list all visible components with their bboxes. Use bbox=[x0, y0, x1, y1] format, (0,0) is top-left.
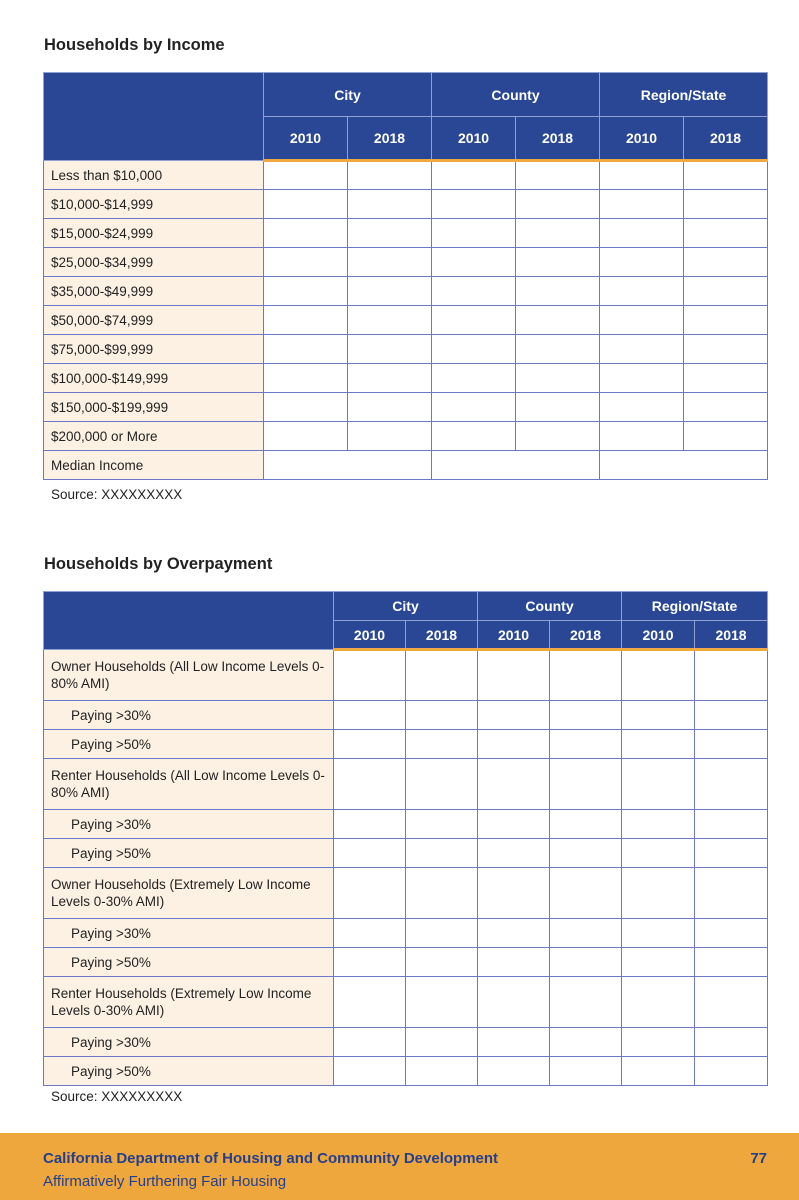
data-cell bbox=[516, 335, 600, 364]
table-row bbox=[44, 364, 768, 393]
data-cell bbox=[695, 701, 768, 730]
data-cell bbox=[600, 277, 684, 306]
data-cell bbox=[684, 335, 768, 364]
table-row bbox=[44, 919, 768, 948]
data-cell bbox=[264, 364, 348, 393]
data-cell bbox=[695, 868, 768, 919]
data-cell bbox=[684, 306, 768, 335]
data-cell bbox=[695, 1057, 768, 1086]
row-label: $200,000 or More bbox=[44, 422, 264, 451]
data-cell bbox=[695, 1028, 768, 1057]
data-cell bbox=[264, 248, 348, 277]
data-cell bbox=[264, 422, 348, 451]
data-cell bbox=[550, 977, 622, 1028]
row-label: Renter Households (Extremely Low Income Levels 0-30% AMI) bbox=[44, 977, 334, 1028]
data-cell bbox=[622, 839, 695, 868]
data-cell bbox=[478, 977, 550, 1028]
data-cell bbox=[334, 759, 406, 810]
table-row bbox=[44, 335, 768, 364]
income-year-header: 2010 bbox=[432, 117, 516, 161]
data-cell bbox=[478, 701, 550, 730]
data-cell bbox=[516, 422, 600, 451]
data-cell bbox=[334, 919, 406, 948]
row-label: $10,000-$14,999 bbox=[44, 190, 264, 219]
row-label: $100,000-$149,999 bbox=[44, 364, 264, 393]
table-row bbox=[44, 868, 768, 919]
data-cell bbox=[516, 393, 600, 422]
data-cell bbox=[695, 759, 768, 810]
data-cell bbox=[264, 190, 348, 219]
table-row bbox=[44, 948, 768, 977]
table-row bbox=[44, 730, 768, 759]
overpayment-group-region: Region/State bbox=[622, 592, 768, 621]
row-label-sub: Paying >50% bbox=[44, 839, 334, 868]
table-row bbox=[44, 277, 768, 306]
data-cell bbox=[334, 730, 406, 759]
data-cell bbox=[334, 839, 406, 868]
table-row bbox=[44, 701, 768, 730]
data-cell bbox=[334, 948, 406, 977]
row-label-sub: Paying >30% bbox=[44, 919, 334, 948]
data-cell bbox=[348, 364, 432, 393]
data-cell bbox=[406, 839, 478, 868]
data-cell bbox=[432, 393, 516, 422]
overpayment-year-header: 2018 bbox=[695, 621, 768, 650]
row-label: $15,000-$24,999 bbox=[44, 219, 264, 248]
data-cell bbox=[550, 839, 622, 868]
data-cell bbox=[334, 810, 406, 839]
data-cell bbox=[695, 810, 768, 839]
row-label: Owner Households (Extremely Low Income Levels 0-30% AMI) bbox=[44, 868, 334, 919]
row-label-sub: Paying >30% bbox=[44, 701, 334, 730]
row-label: Median Income bbox=[44, 451, 264, 480]
data-cell bbox=[550, 1057, 622, 1086]
data-cell bbox=[550, 948, 622, 977]
data-cell bbox=[348, 190, 432, 219]
income-year-header: 2018 bbox=[348, 117, 432, 161]
data-cell bbox=[478, 1057, 550, 1086]
row-label-sub: Paying >50% bbox=[44, 730, 334, 759]
data-cell bbox=[622, 1057, 695, 1086]
data-cell bbox=[432, 277, 516, 306]
data-cell bbox=[432, 306, 516, 335]
data-cell bbox=[684, 277, 768, 306]
data-cell bbox=[334, 1028, 406, 1057]
data-cell bbox=[478, 810, 550, 839]
data-cell bbox=[695, 650, 768, 701]
data-cell bbox=[622, 948, 695, 977]
data-cell bbox=[695, 919, 768, 948]
overpayment-table-title: Households by Overpayment bbox=[44, 555, 273, 573]
income-group-region: Region/State bbox=[600, 73, 768, 117]
data-cell bbox=[334, 868, 406, 919]
footer-organization: California Department of Housing and Community Development bbox=[43, 1150, 499, 1167]
data-cell bbox=[684, 161, 768, 190]
overpayment-header-corner bbox=[44, 592, 334, 650]
overpayment-table bbox=[43, 591, 768, 1086]
row-label: Renter Households (All Low Income Levels 0-80% AMI) bbox=[44, 759, 334, 810]
income-group-city: City bbox=[264, 73, 432, 117]
data-cell bbox=[406, 1057, 478, 1086]
overpayment-year-header: 2010 bbox=[334, 621, 406, 650]
data-cell bbox=[348, 248, 432, 277]
data-cell bbox=[478, 650, 550, 701]
data-cell bbox=[550, 1028, 622, 1057]
data-cell bbox=[478, 919, 550, 948]
row-label: $75,000-$99,999 bbox=[44, 335, 264, 364]
row-label: Owner Households (All Low Income Levels 0-80% AMI) bbox=[44, 650, 334, 701]
row-label-sub: Paying >30% bbox=[44, 1028, 334, 1057]
data-cell bbox=[550, 919, 622, 948]
data-cell bbox=[406, 650, 478, 701]
data-cell bbox=[406, 977, 478, 1028]
data-cell bbox=[622, 701, 695, 730]
overpayment-year-header: 2010 bbox=[478, 621, 550, 650]
data-cell bbox=[348, 161, 432, 190]
income-source: Source: XXXXXXXXX bbox=[51, 487, 183, 502]
data-cell bbox=[600, 422, 684, 451]
median-cell bbox=[264, 451, 432, 480]
data-cell bbox=[550, 759, 622, 810]
data-cell bbox=[334, 977, 406, 1028]
table-row bbox=[44, 977, 768, 1028]
data-cell bbox=[600, 219, 684, 248]
data-cell bbox=[478, 868, 550, 919]
data-cell bbox=[478, 759, 550, 810]
data-cell bbox=[406, 1028, 478, 1057]
data-cell bbox=[432, 219, 516, 248]
median-cell bbox=[432, 451, 600, 480]
data-cell bbox=[478, 730, 550, 759]
median-cell bbox=[600, 451, 768, 480]
data-cell bbox=[600, 248, 684, 277]
data-cell bbox=[622, 1028, 695, 1057]
row-label: Less than $10,000 bbox=[44, 161, 264, 190]
income-table-title: Households by Income bbox=[44, 36, 225, 54]
table-row bbox=[44, 393, 768, 422]
overpayment-source: Source: XXXXXXXXX bbox=[51, 1089, 183, 1104]
row-label: $35,000-$49,999 bbox=[44, 277, 264, 306]
table-row bbox=[44, 306, 768, 335]
income-year-header: 2010 bbox=[264, 117, 348, 161]
data-cell bbox=[695, 948, 768, 977]
data-cell bbox=[622, 810, 695, 839]
data-cell bbox=[334, 1057, 406, 1086]
data-cell bbox=[406, 919, 478, 948]
income-group-county: County bbox=[432, 73, 600, 117]
data-cell bbox=[264, 161, 348, 190]
row-label-sub: Paying >30% bbox=[44, 810, 334, 839]
data-cell bbox=[550, 701, 622, 730]
data-cell bbox=[622, 730, 695, 759]
page-number: 77 bbox=[750, 1150, 767, 1167]
data-cell bbox=[406, 730, 478, 759]
data-cell bbox=[406, 948, 478, 977]
data-cell bbox=[334, 650, 406, 701]
table-row bbox=[44, 839, 768, 868]
data-cell bbox=[684, 393, 768, 422]
data-cell bbox=[406, 810, 478, 839]
data-cell bbox=[264, 306, 348, 335]
row-label-sub: Paying >50% bbox=[44, 948, 334, 977]
overpayment-year-header: 2018 bbox=[406, 621, 478, 650]
data-cell bbox=[478, 1028, 550, 1057]
data-cell bbox=[622, 868, 695, 919]
data-cell bbox=[432, 364, 516, 393]
data-cell bbox=[516, 277, 600, 306]
data-cell bbox=[684, 190, 768, 219]
data-cell bbox=[516, 248, 600, 277]
data-cell bbox=[684, 248, 768, 277]
income-table bbox=[43, 72, 768, 480]
data-cell bbox=[684, 219, 768, 248]
data-cell bbox=[264, 277, 348, 306]
data-cell bbox=[516, 161, 600, 190]
table-row-median bbox=[44, 451, 768, 480]
data-cell bbox=[348, 393, 432, 422]
data-cell bbox=[348, 277, 432, 306]
data-cell bbox=[622, 919, 695, 948]
row-label: $25,000-$34,999 bbox=[44, 248, 264, 277]
data-cell bbox=[432, 422, 516, 451]
data-cell bbox=[478, 839, 550, 868]
table-row bbox=[44, 190, 768, 219]
data-cell bbox=[550, 650, 622, 701]
data-cell bbox=[695, 730, 768, 759]
table-row bbox=[44, 1028, 768, 1057]
data-cell bbox=[695, 977, 768, 1028]
data-cell bbox=[600, 393, 684, 422]
data-cell bbox=[406, 759, 478, 810]
overpayment-group-city: City bbox=[334, 592, 478, 621]
data-cell bbox=[264, 393, 348, 422]
data-cell bbox=[406, 701, 478, 730]
overpayment-year-header: 2010 bbox=[622, 621, 695, 650]
data-cell bbox=[516, 219, 600, 248]
row-label: $50,000-$74,999 bbox=[44, 306, 264, 335]
data-cell bbox=[516, 306, 600, 335]
table-row bbox=[44, 759, 768, 810]
data-cell bbox=[600, 190, 684, 219]
data-cell bbox=[684, 364, 768, 393]
overpayment-year-header: 2018 bbox=[550, 621, 622, 650]
data-cell bbox=[622, 650, 695, 701]
data-cell bbox=[600, 364, 684, 393]
table-row bbox=[44, 161, 768, 190]
table-row bbox=[44, 1057, 768, 1086]
data-cell bbox=[334, 701, 406, 730]
table-row bbox=[44, 219, 768, 248]
data-cell bbox=[600, 161, 684, 190]
income-year-header: 2010 bbox=[600, 117, 684, 161]
data-cell bbox=[432, 161, 516, 190]
data-cell bbox=[264, 335, 348, 364]
data-cell bbox=[600, 306, 684, 335]
data-cell bbox=[550, 730, 622, 759]
data-cell bbox=[432, 248, 516, 277]
data-cell bbox=[348, 219, 432, 248]
income-year-header: 2018 bbox=[516, 117, 600, 161]
data-cell bbox=[478, 948, 550, 977]
data-cell bbox=[432, 335, 516, 364]
overpayment-group-county: County bbox=[478, 592, 622, 621]
data-cell bbox=[550, 868, 622, 919]
table-row bbox=[44, 422, 768, 451]
data-cell bbox=[622, 759, 695, 810]
data-cell bbox=[348, 422, 432, 451]
table-row bbox=[44, 248, 768, 277]
table-row bbox=[44, 810, 768, 839]
data-cell bbox=[695, 839, 768, 868]
page-footer bbox=[0, 1133, 799, 1200]
data-cell bbox=[622, 977, 695, 1028]
row-label: $150,000-$199,999 bbox=[44, 393, 264, 422]
data-cell bbox=[516, 364, 600, 393]
table-row bbox=[44, 650, 768, 701]
data-cell bbox=[406, 868, 478, 919]
row-label-sub: Paying >50% bbox=[44, 1057, 334, 1086]
data-cell bbox=[432, 190, 516, 219]
data-cell bbox=[550, 810, 622, 839]
data-cell bbox=[348, 335, 432, 364]
data-cell bbox=[600, 335, 684, 364]
data-cell bbox=[348, 306, 432, 335]
footer-subtitle: Affirmatively Furthering Fair Housing bbox=[43, 1173, 287, 1190]
data-cell bbox=[516, 190, 600, 219]
income-header-corner bbox=[44, 73, 264, 161]
data-cell bbox=[684, 422, 768, 451]
income-year-header: 2018 bbox=[684, 117, 768, 161]
data-cell bbox=[264, 219, 348, 248]
